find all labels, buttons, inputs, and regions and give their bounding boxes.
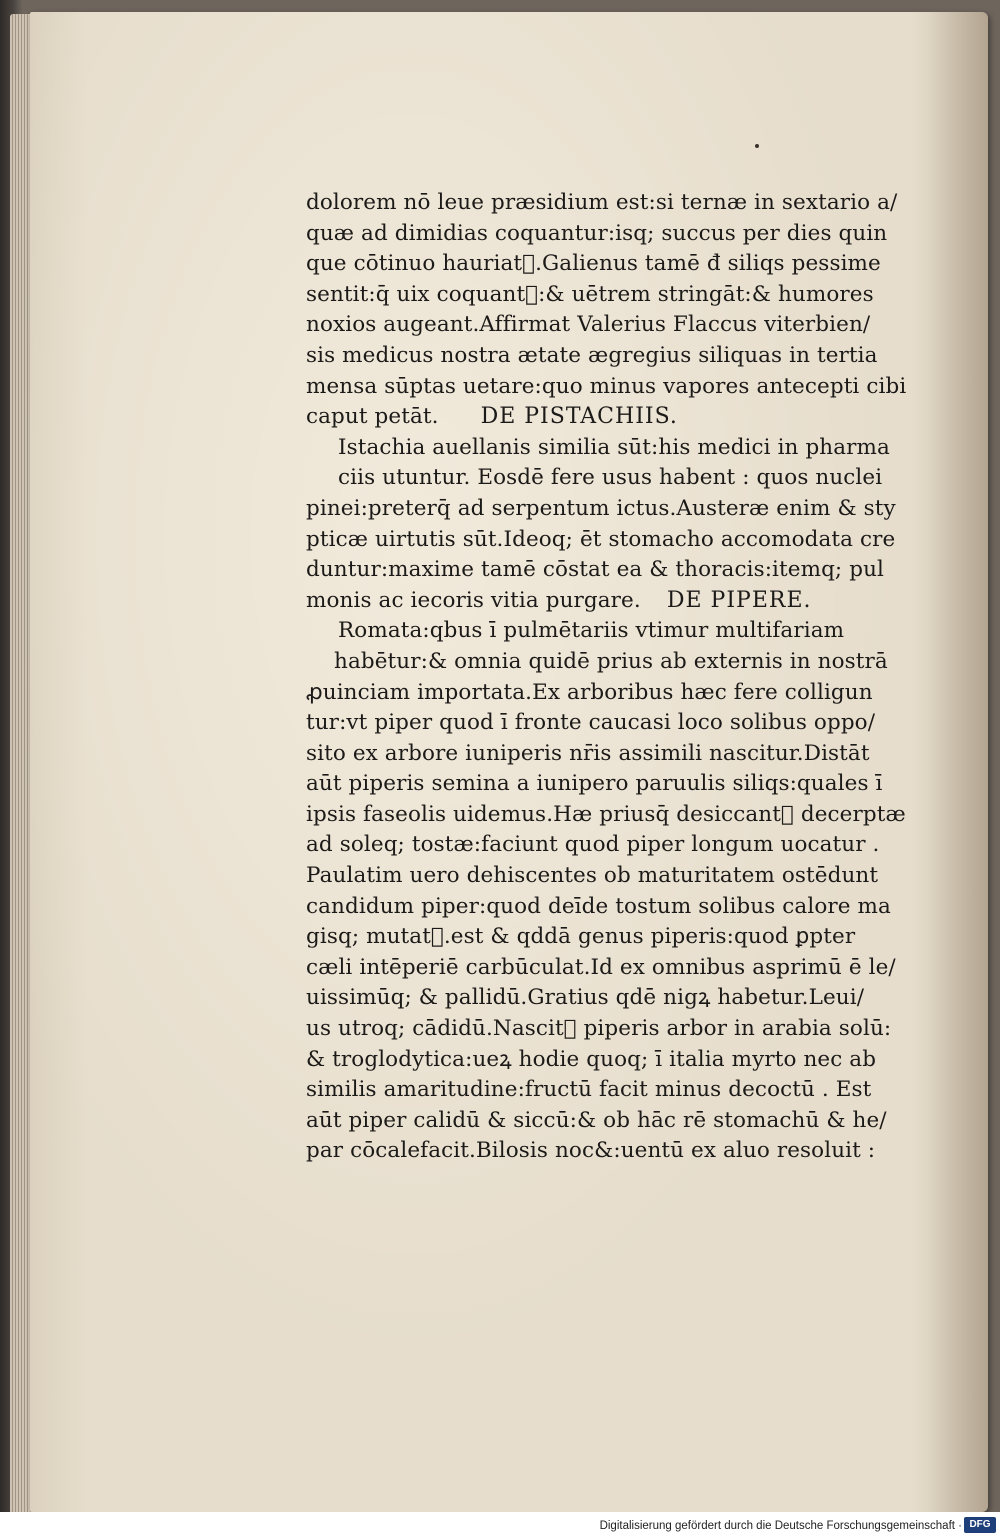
text-line: pinei:preterq̄ ad serpentum ictus.Austeræ enim & sty [306, 495, 896, 521]
text-line: us utroq; cādidū.Nascitᷣ piperis arbor in arabia solū: [306, 1016, 892, 1042]
page-curl-shadow [928, 12, 988, 1512]
text-line: pticæ uirtutis sūt.Ideoq; ēt stomacho accomodata cre [306, 526, 896, 552]
text-line: & troglodytica:ueꝝ hodie quoq; ī italia myrto nec ab [306, 1046, 877, 1072]
dfg-logo: DFG [964, 1517, 996, 1533]
text-line: mensa sūptas uetare:quo minus vapores antecepti cibi [306, 373, 907, 399]
text-line: par cōcalefacit.Bilosis noc&:uentū ex aluo resoluit : [306, 1138, 876, 1164]
text-line: quæ ad dimidias coquantur:isq; succus per dies quin [306, 220, 888, 246]
text-line: Istachia auellanis similia sūt:his medici in pharma [338, 434, 890, 460]
text-line: Romata:qbus ī pulmētariis vtimur multifariam [338, 618, 845, 644]
text-line-fragment: caput petāt. [306, 404, 439, 430]
text-line: ciis utuntur. Eosdē fere usus habent : quos nuclei [338, 465, 883, 491]
text-line: habētur:& omnia quidē prius ab externis in nostrā [334, 648, 888, 674]
text-line: aūt piper calidū & siccū:& ob hāc rē stomachū & he/ [306, 1107, 887, 1133]
text-line: duntur:maxime tamē cōstat ea & thoracis:itemq; pul [306, 557, 884, 583]
text-line: ꝓuinciam importata.Ex arboribus hæc fere colligun [306, 679, 873, 705]
text-line: cæli intēperiē carbūculat.Id ex omnibus asprimū ē le/ [306, 954, 896, 980]
text-line: similis amaritudine:fructū facit minus decoctū . Est [306, 1077, 872, 1103]
text-line: aūt piperis semina a iunipero paruulis siliqs:quales ī [306, 771, 883, 797]
text-line: sito ex arbore iuniperis nr̄is assimili nascitur.Distāt [306, 740, 870, 766]
text-line: tur:vt piper quod ī fronte caucasi loco solibus oppo/ [306, 710, 876, 736]
ink-speck [755, 144, 759, 148]
text-line-with-heading [306, 586, 866, 617]
text-line: que cōtinuo hauriatᷣ.Galienus tamē đ siliqs pessime [306, 251, 881, 277]
text-line: dolorem nō leue præsidium est:si ternæ in sextario a/ [306, 190, 898, 215]
text-line: noxios augeant.Affirmat Valerius Flaccus viterbien/ [306, 312, 871, 338]
text-line: uissimūq; & pallidū.Gratius qdē nigꝝ habetur.Leui/ [306, 985, 865, 1011]
text-line: ad soleq; tostæ:faciunt quod piper longum uocatur . [306, 832, 880, 858]
text-line: ipsis faseolis uidemus.Hæ priusq̄ desiccantᷣ decerptæ [306, 801, 906, 827]
section-heading-pipere: DE PIPERE. [666, 587, 812, 613]
text-line: Paulatim uero dehiscentes ob maturitatem ostēdunt [306, 863, 879, 889]
section-heading-pistachiis: DE PISTACHIIS. [480, 404, 678, 430]
text-line: gisq; mutatᷣ.est & qddā genus piperis:quod ꝑpter [306, 924, 856, 950]
funding-credit: Digitalisierung gefördert durch die Deutsche Forschungsgemeinschaft · [599, 1520, 962, 1532]
text-line: candidum piper:quod deīde tostum solibus calore ma [306, 893, 891, 919]
footer-bar [0, 1512, 1000, 1536]
text-line-fragment: monis ac iecoris vitia purgare. [306, 587, 641, 613]
text-line: sis medicus nostra ætate ægregius siliquas in tertia [306, 342, 878, 368]
text-line-with-heading [306, 402, 866, 433]
text-line: sentit:q̄ uix coquantᷣ:& uētrem stringāt:& humores [306, 281, 874, 307]
page-text-block [306, 188, 907, 1167]
